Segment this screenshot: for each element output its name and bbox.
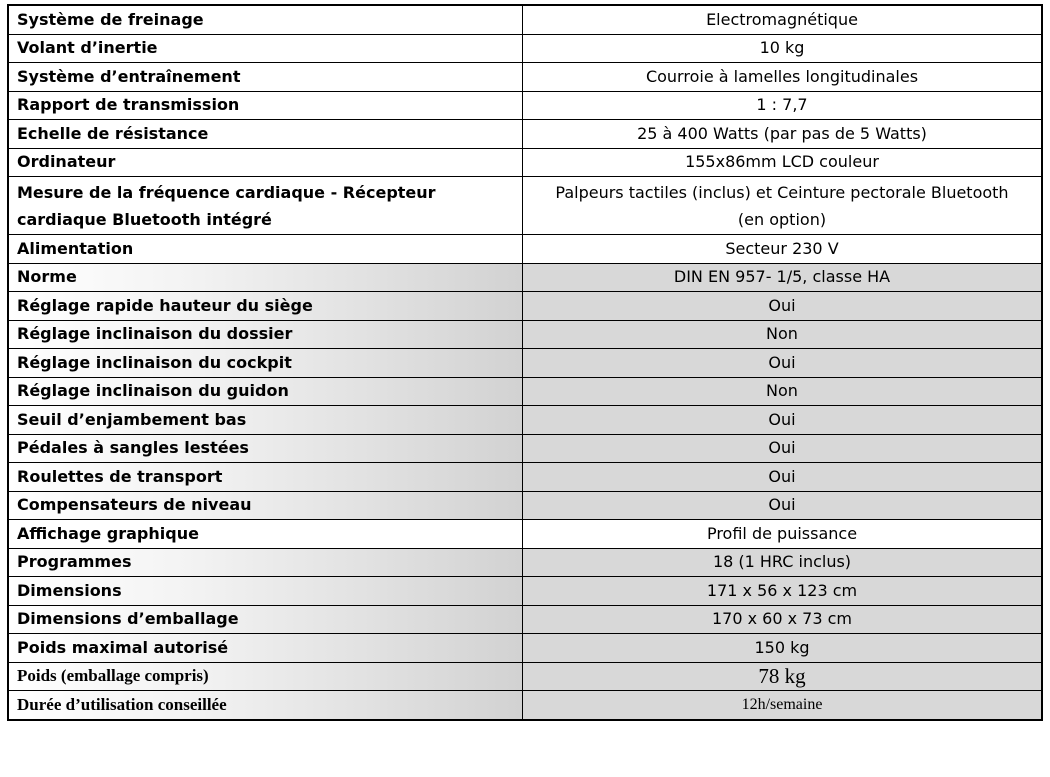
spec-label: Affichage graphique: [8, 520, 523, 549]
spec-value: [523, 177, 1043, 235]
table-row: [8, 63, 1042, 92]
spec-value: Oui: [523, 463, 1043, 492]
spec-value: Electromagnétique: [523, 5, 1043, 34]
table-row: [8, 548, 1042, 577]
spec-value: 150 kg: [523, 634, 1043, 663]
table-row: [8, 520, 1042, 549]
spec-value: 1 : 7,7: [523, 91, 1043, 120]
spec-value-line: Palpeurs tactiles (inclus) et Ceinture pectorale Bluetooth: [555, 182, 1009, 202]
spec-label: Pédales à sangles lestées: [8, 434, 523, 463]
spec-label: Programmes: [8, 548, 523, 577]
spec-value: Profil de puissance: [523, 520, 1043, 549]
spec-label: Réglage inclinaison du dossier: [8, 320, 523, 349]
spec-label: Système de freinage: [8, 5, 523, 34]
spec-label: Dimensions d’emballage: [8, 605, 523, 634]
spec-value: Oui: [523, 349, 1043, 378]
spec-label: Dimensions: [8, 577, 523, 606]
spec-value: Oui: [523, 434, 1043, 463]
spec-value: 18 (1 HRC inclus): [523, 548, 1043, 577]
spec-label: [8, 177, 523, 235]
table-row: [8, 662, 1042, 691]
spec-label: Volant d’inertie: [8, 34, 523, 63]
spec-value: 155x86mm LCD couleur: [523, 148, 1043, 177]
spec-value: DIN EN 957- 1/5, classe HA: [523, 263, 1043, 292]
spec-value-line: (en option): [737, 209, 827, 229]
spec-value: 78 kg: [523, 662, 1043, 691]
spec-label: Ordinateur: [8, 148, 523, 177]
spec-label-line: Mesure de la fréquence cardiaque - Récepteur: [17, 182, 436, 202]
table-row: [8, 34, 1042, 63]
spec-label: Roulettes de transport: [8, 463, 523, 492]
spec-value: Courroie à lamelles longitudinales: [523, 63, 1043, 92]
table-row: [8, 5, 1042, 34]
table-row: [8, 91, 1042, 120]
spec-label: Réglage inclinaison du guidon: [8, 377, 523, 406]
table-row: [8, 691, 1042, 720]
spec-value: 12h/semaine: [523, 691, 1043, 720]
table-row: [8, 434, 1042, 463]
spec-value: Non: [523, 320, 1043, 349]
table-row: [8, 605, 1042, 634]
table-row: [8, 320, 1042, 349]
spec-label: Système d’entraînement: [8, 63, 523, 92]
specifications-table: [7, 4, 1043, 721]
table-row: [8, 463, 1042, 492]
spec-value: Oui: [523, 406, 1043, 435]
spec-label: Alimentation: [8, 235, 523, 264]
spec-label: Poids maximal autorisé: [8, 634, 523, 663]
spec-label: Compensateurs de niveau: [8, 491, 523, 520]
spec-label: Seuil d’enjambement bas: [8, 406, 523, 435]
table-row: [8, 235, 1042, 264]
table-row: [8, 377, 1042, 406]
spec-value: 25 à 400 Watts (par pas de 5 Watts): [523, 120, 1043, 149]
spec-label: Durée d’utilisation conseillée: [8, 691, 523, 720]
spec-value: 10 kg: [523, 34, 1043, 63]
spec-value: Oui: [523, 292, 1043, 321]
spec-label: Echelle de résistance: [8, 120, 523, 149]
table-row: [8, 406, 1042, 435]
spec-label: Poids (emballage compris): [8, 662, 523, 691]
table-row: [8, 148, 1042, 177]
table-row: [8, 577, 1042, 606]
spec-label: Réglage rapide hauteur du siège: [8, 292, 523, 321]
spec-value: 170 x 60 x 73 cm: [523, 605, 1043, 634]
table-row: [8, 634, 1042, 663]
table-row: [8, 263, 1042, 292]
spec-value: Oui: [523, 491, 1043, 520]
spec-value: Non: [523, 377, 1043, 406]
spec-value: Secteur 230 V: [523, 235, 1043, 264]
table-row: [8, 120, 1042, 149]
table-row: [8, 349, 1042, 378]
spec-value: 171 x 56 x 123 cm: [523, 577, 1043, 606]
spec-label: Rapport de transmission: [8, 91, 523, 120]
table-row: [8, 491, 1042, 520]
table-row: [8, 292, 1042, 321]
spec-label-line: cardiaque Bluetooth intégré: [17, 209, 272, 229]
table-row: [8, 177, 1042, 235]
spec-label: Réglage inclinaison du cockpit: [8, 349, 523, 378]
spec-label: Norme: [8, 263, 523, 292]
